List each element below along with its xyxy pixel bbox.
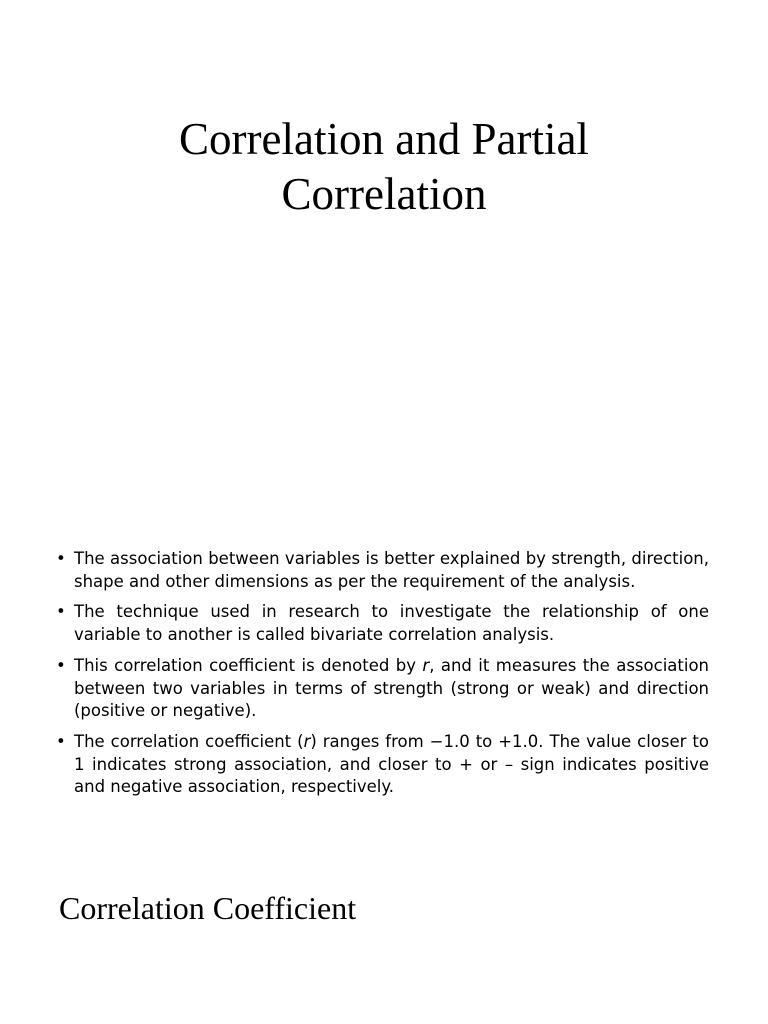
bullet-marker: • [56,655,66,675]
slide-title-line-1: Correlation and Partial [179,114,589,164]
slide-title [0,112,768,222]
bullet-marker: • [56,602,66,622]
bullet-item-3 [56,655,709,723]
bullet-text-before: The correlation coefficient ( [74,731,304,751]
bullet-text-before: This correlation coefficient is denoted by [74,655,423,675]
bullet-item-4 [56,731,709,799]
bullet-list [56,548,709,807]
slide-title-line-2: Correlation [281,169,487,219]
bullet-text-italic: r [303,731,311,751]
bullet-text: The association between variables is better explained by strength, direction, shape and other dimensions as per the requirement of the analysis. [74,549,709,591]
bullet-item-1 [56,548,709,593]
bullet-text-italic: r [422,655,430,675]
bullet-marker: • [56,731,66,751]
bullet-marker: • [56,549,66,568]
bullet-text-after: ) ranges from −1.0 to +1.0. The value closer to 1 indicates strong association, and closer to + or – sign indicates positive and negative association, respectively. [74,731,709,797]
bullet-text: The technique used in research to investigate the relationship of one variable to another is called bivariate correlation analysis. [74,602,709,645]
bullet-text-after: , and it measures the association between two variables in terms of strength (strong or weak) and direction (positive or negative). [74,655,709,721]
bullet-item-2 [56,601,709,646]
section-heading: Correlation Coefficient [59,890,357,926]
